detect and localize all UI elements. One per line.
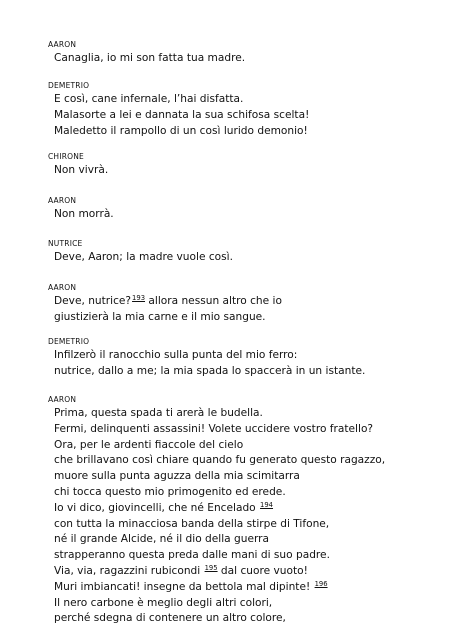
speaker-name: AARON	[48, 283, 77, 292]
verse-text: giustizierà la mia carne e il mio sangue.	[54, 310, 266, 323]
verse-text: allora nessun altro che io	[145, 295, 282, 307]
speaker-name: AARON	[48, 395, 77, 404]
verse-text: Io vi dico, giovincelli, che né Encelado	[54, 501, 260, 514]
verse-text: strapperanno questa preda dalle mani di suo padre.	[54, 549, 330, 562]
verse-line	[54, 454, 385, 467]
verse-text: Prima, questa spada ti arerà le budella.	[54, 407, 263, 419]
speaker-name: DEMETRIO	[48, 337, 90, 346]
verse-text: Via, via, ragazzini rubicondi	[54, 565, 204, 577]
verse-line	[54, 549, 330, 562]
verse-line	[54, 208, 114, 221]
verse-line	[54, 93, 243, 106]
verse-text: Ora, per le ardenti fiaccole del cielo	[54, 438, 244, 451]
footnote-link[interactable]: 195	[204, 564, 218, 572]
verse-text: nutrice, dallo a me; la mia spada lo spaccerà in un istante.	[54, 364, 366, 377]
footnote-link[interactable]: 194	[260, 500, 274, 509]
verse-text: Deve, nutrice?	[54, 295, 132, 307]
verse-line	[54, 518, 329, 531]
verse-line	[54, 365, 365, 378]
verse-line	[54, 439, 243, 452]
verse-line	[54, 295, 282, 308]
verse-text: E così, cane infernale, l’hai disfatta.	[54, 93, 244, 105]
verse-text: dal cuore vuoto!	[217, 565, 308, 577]
footnote-link[interactable]: 196	[314, 579, 328, 588]
verse-text: Il nero carbone è meglio degli altri colori,	[54, 596, 273, 609]
speaker-name: NUTRICE	[48, 239, 83, 248]
verse-text: Fermi, delinquenti assassini! Volete uccidere vostro fratello?	[54, 422, 374, 435]
verse-line	[54, 533, 269, 546]
verse-line	[54, 565, 308, 578]
verse-text: Maledetto il rampollo di un così lurido demonio!	[54, 124, 308, 137]
verse-text: Malasorte a lei e dannata la sua schifosa scelta!	[54, 108, 310, 121]
verse-text: Infilzerò il ranocchio sulla punta del mio ferro:	[54, 349, 298, 361]
speaker-name: AARON	[48, 196, 77, 205]
verse-text: Deve, Aaron; la madre vuole così.	[54, 251, 233, 263]
verse-text: con tutta la minacciosa banda della stirpe di Tifone,	[54, 517, 330, 530]
verse-text: Muri imbiancati! insegne da bettola mal dipinte!	[54, 580, 314, 593]
verse-line	[54, 486, 286, 499]
verse-line	[54, 311, 266, 324]
verse-line	[54, 349, 297, 362]
verse-line	[54, 502, 273, 515]
verse-text: Non morrà.	[54, 208, 114, 220]
verse-line	[54, 470, 300, 483]
verse-line	[54, 612, 286, 625]
verse-text: che brillavano così chiare quando fu generato questo ragazzo,	[54, 454, 386, 467]
speaker-name: DEMETRIO	[48, 81, 90, 90]
speaker-name: CHIRONE	[48, 152, 84, 161]
verse-text: perché sdegna di contenere un altro colore,	[54, 612, 286, 625]
verse-text: né il grande Alcide, né il dio della guerra	[54, 533, 270, 546]
verse-text: Canaglia, io mi son fatta tua madre.	[54, 52, 246, 64]
verse-line	[54, 581, 328, 594]
verse-text: Non vivrà.	[54, 164, 109, 176]
verse-line	[54, 251, 233, 264]
footnote-link[interactable]: 193	[132, 294, 146, 302]
verse-line	[54, 109, 309, 122]
verse-line	[54, 407, 263, 420]
verse-text: muore sulla punta aguzza della mia scimitarra	[54, 470, 300, 483]
verse-line	[54, 597, 272, 610]
verse-line	[54, 164, 108, 177]
verse-text: chi tocca questo mio primogenito ed erede.	[54, 486, 286, 498]
verse-line	[54, 125, 308, 138]
speaker-name: AARON	[48, 40, 77, 49]
verse-line	[54, 423, 373, 436]
verse-line	[54, 52, 245, 65]
